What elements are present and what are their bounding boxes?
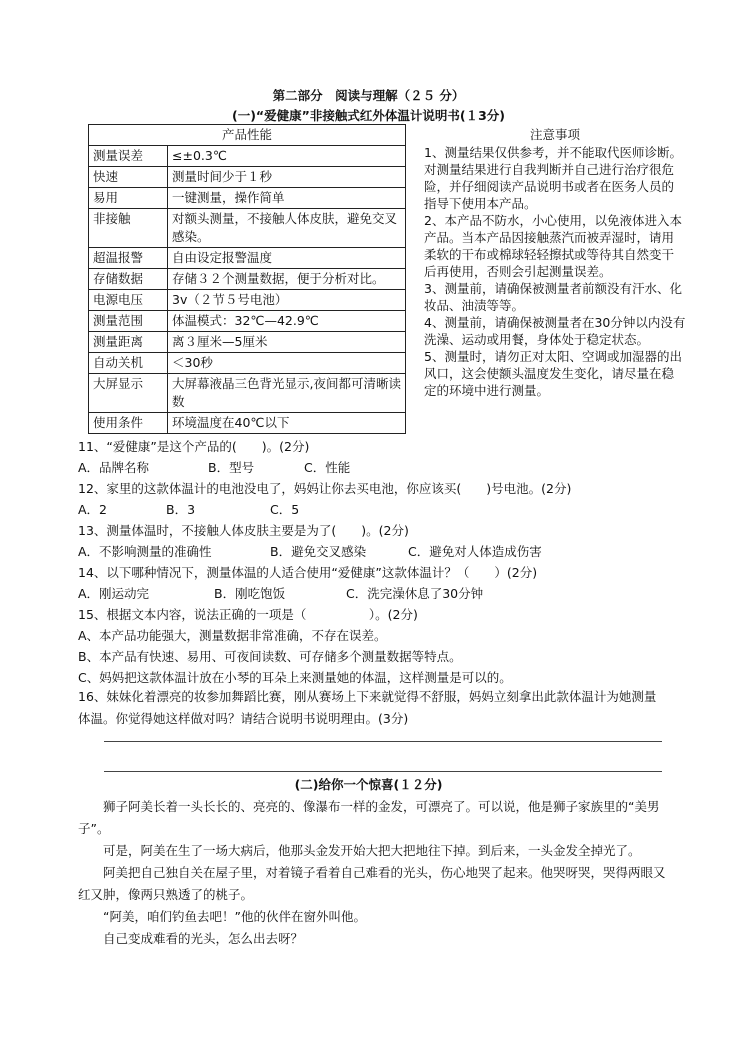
spec-table xyxy=(88,124,406,434)
table-row xyxy=(89,248,406,269)
spec-key: 使用条件 xyxy=(89,413,168,434)
table-row xyxy=(89,332,406,353)
story-paragraph: 阿美把自己独自关在屋子里，对着镜子看着自己难看的光头，伤心地哭了起来。他哭呀哭，哭得两眼又红又肿，像两只熟透了的桃子。 xyxy=(78,865,666,902)
story-paragraph: “阿美，咱们钓鱼去吧！”他的伙伴在窗外叫他。 xyxy=(103,909,366,924)
question-12-option-c: C．5 xyxy=(270,502,300,517)
story-paragraph: 可是，阿美在生了一场大病后，他那头金发开始大把大把地往下掉。到后来，一头金发全掉光了。 xyxy=(103,843,641,858)
question-11-option-b: B．型号 xyxy=(208,460,255,475)
story-paragraph: 自己变成难看的光头，怎么出去呀？ xyxy=(103,931,304,946)
spec-value: 环境温度在40℃以下 xyxy=(168,413,406,434)
spec-key: 非接触 xyxy=(89,209,168,248)
section2-title: (二)给你一个惊喜(１２分) xyxy=(294,777,443,792)
question-13-option-b: B．避免交叉感染 xyxy=(270,544,367,559)
question-15: 15、根据文本内容，说法正确的一项是（ ）。(2分) xyxy=(78,607,418,622)
question-11-option-c: C．性能 xyxy=(304,460,351,475)
spec-key: 自动关机 xyxy=(89,353,168,374)
question-13: 13、测量体温时，不接触人体皮肤主要是为了( )。(2分) xyxy=(78,523,409,538)
spec-key: 易用 xyxy=(89,188,168,209)
question-16: 16、妹妹化着漂亮的妆参加舞蹈比赛，刚从赛场上下来就觉得不舒服，妈妈立刻拿出此款体温计为她测量体温。你觉得她这样做对吗？请结合说明书说明理由。(3分) xyxy=(78,689,657,726)
table-row xyxy=(89,188,406,209)
table-row xyxy=(89,413,406,434)
note-item: 5、测量时，请勿正对太阳、空调或加湿器的出风口，这会使额头温度发生变化，请尽量在稳定的环境中进行测量。 xyxy=(424,349,682,398)
section1-title: (一)“爱健康”非接触式红外体温计说明书(１3分) xyxy=(232,108,505,123)
story-paragraph: 狮子阿美长着一头长长的、亮亮的、像瀑布一样的金发，可漂亮了。可以说，他是狮子家族里的“美男子”。 xyxy=(78,799,660,836)
question-15-option-c: C、妈妈把这款体温计放在小琴的耳朵上来测量她的体温，这样测量是可以的。 xyxy=(78,670,512,685)
spec-value: ≤±0.3℃ xyxy=(168,146,406,167)
table-row xyxy=(89,290,406,311)
question-11: 11、“爱健康”是这个产品的( )。(2分) xyxy=(78,439,310,454)
spec-value: 离３厘米—5厘米 xyxy=(168,332,406,353)
question-13-option-c: C．避免对人体造成伤害 xyxy=(408,544,542,559)
table-row xyxy=(89,167,406,188)
spec-table-header: 产品性能 xyxy=(89,125,406,146)
question-12-option-a: A．2 xyxy=(78,502,108,517)
table-row xyxy=(89,374,406,413)
notes-title: 注意事项 xyxy=(529,127,580,142)
spec-value: 存储３２个测量数据，便于分析对比。 xyxy=(168,269,406,290)
spec-value: 3v（２节５号电池） xyxy=(168,290,406,311)
note-item: 3、测量前，请确保被测量者前额没有汗水、化妆品、油渍等等。 xyxy=(424,281,682,313)
table-row xyxy=(89,311,406,332)
notes-panel xyxy=(424,126,686,399)
spec-key: 测量误差 xyxy=(89,146,168,167)
spec-key: 超温报警 xyxy=(89,248,168,269)
spec-key: 存储数据 xyxy=(89,269,168,290)
spec-value: 体温模式：32℃—42.9℃ xyxy=(168,311,406,332)
spec-key: 快速 xyxy=(89,167,168,188)
spec-value: 大屏幕液晶三色背光显示,夜间都可清晰读数 xyxy=(168,374,406,413)
question-15-option-a: A、本产品功能强大，测量数据非常准确，不存在误差。 xyxy=(78,628,387,643)
part-title: 第二部分 阅读与理解（２５ 分） xyxy=(272,88,465,103)
spec-key: 大屏显示 xyxy=(89,374,168,413)
question-15-option-b: B、本产品有快速、易用、可夜间读数、可存储多个测量数据等特点。 xyxy=(78,649,462,664)
note-item: 2、本产品不防水，小心使用，以免液体进入本产品。当本产品因接触蒸汽而被弄湿时，请用柔软的干布或棉球轻轻擦拭或等待其自然变干后再使用，否则会引起测量误差。 xyxy=(424,213,682,279)
spec-value: ＜30秒 xyxy=(168,353,406,374)
question-14: 14、以下哪种情况下，测量体温的人适合使用“爱健康”这款体温计？（ ）(2分) xyxy=(78,565,538,580)
answer-line[interactable] xyxy=(104,771,662,772)
story-text xyxy=(78,796,668,950)
spec-value: 一键测量，操作简单 xyxy=(168,188,406,209)
table-row xyxy=(89,353,406,374)
question-12: 12、家里的这款体温计的电池没电了，妈妈让你去买电池，你应该买( )号电池。(2分) xyxy=(78,481,572,496)
spec-key: 电源电压 xyxy=(89,290,168,311)
spec-value: 自由设定报警温度 xyxy=(168,248,406,269)
note-item: 4、测量前，请确保被测量者在30分钟以内没有洗澡、运动或用餐，身体处于稳定状态。 xyxy=(424,315,686,347)
question-13-option-a: A．不影响测量的准确性 xyxy=(78,544,212,559)
answer-line[interactable] xyxy=(104,741,662,742)
spec-value: 测量时间少于１秒 xyxy=(168,167,406,188)
spec-key: 测量范围 xyxy=(89,311,168,332)
table-row xyxy=(89,269,406,290)
question-14-option-a: A．刚运动完 xyxy=(78,586,150,601)
question-14-option-b: B．刚吃饱饭 xyxy=(214,586,286,601)
table-row xyxy=(89,209,406,248)
spec-value: 对额头测量，不接触人体皮肤，避免交叉感染。 xyxy=(168,209,406,248)
question-11-option-a: A．品牌名称 xyxy=(78,460,150,475)
table-row xyxy=(89,146,406,167)
question-14-option-c: C．洗完澡休息了30分钟 xyxy=(346,586,484,601)
spec-key: 测量距离 xyxy=(89,332,168,353)
question-12-option-b: B．3 xyxy=(166,502,196,517)
note-item: 1、测量结果仅供参考，并不能取代医师诊断。对测量结果进行自我判断并自己进行治疗很危险，并仔细阅读产品说明书或者在医务人员的指导下使用本产品。 xyxy=(424,145,682,211)
